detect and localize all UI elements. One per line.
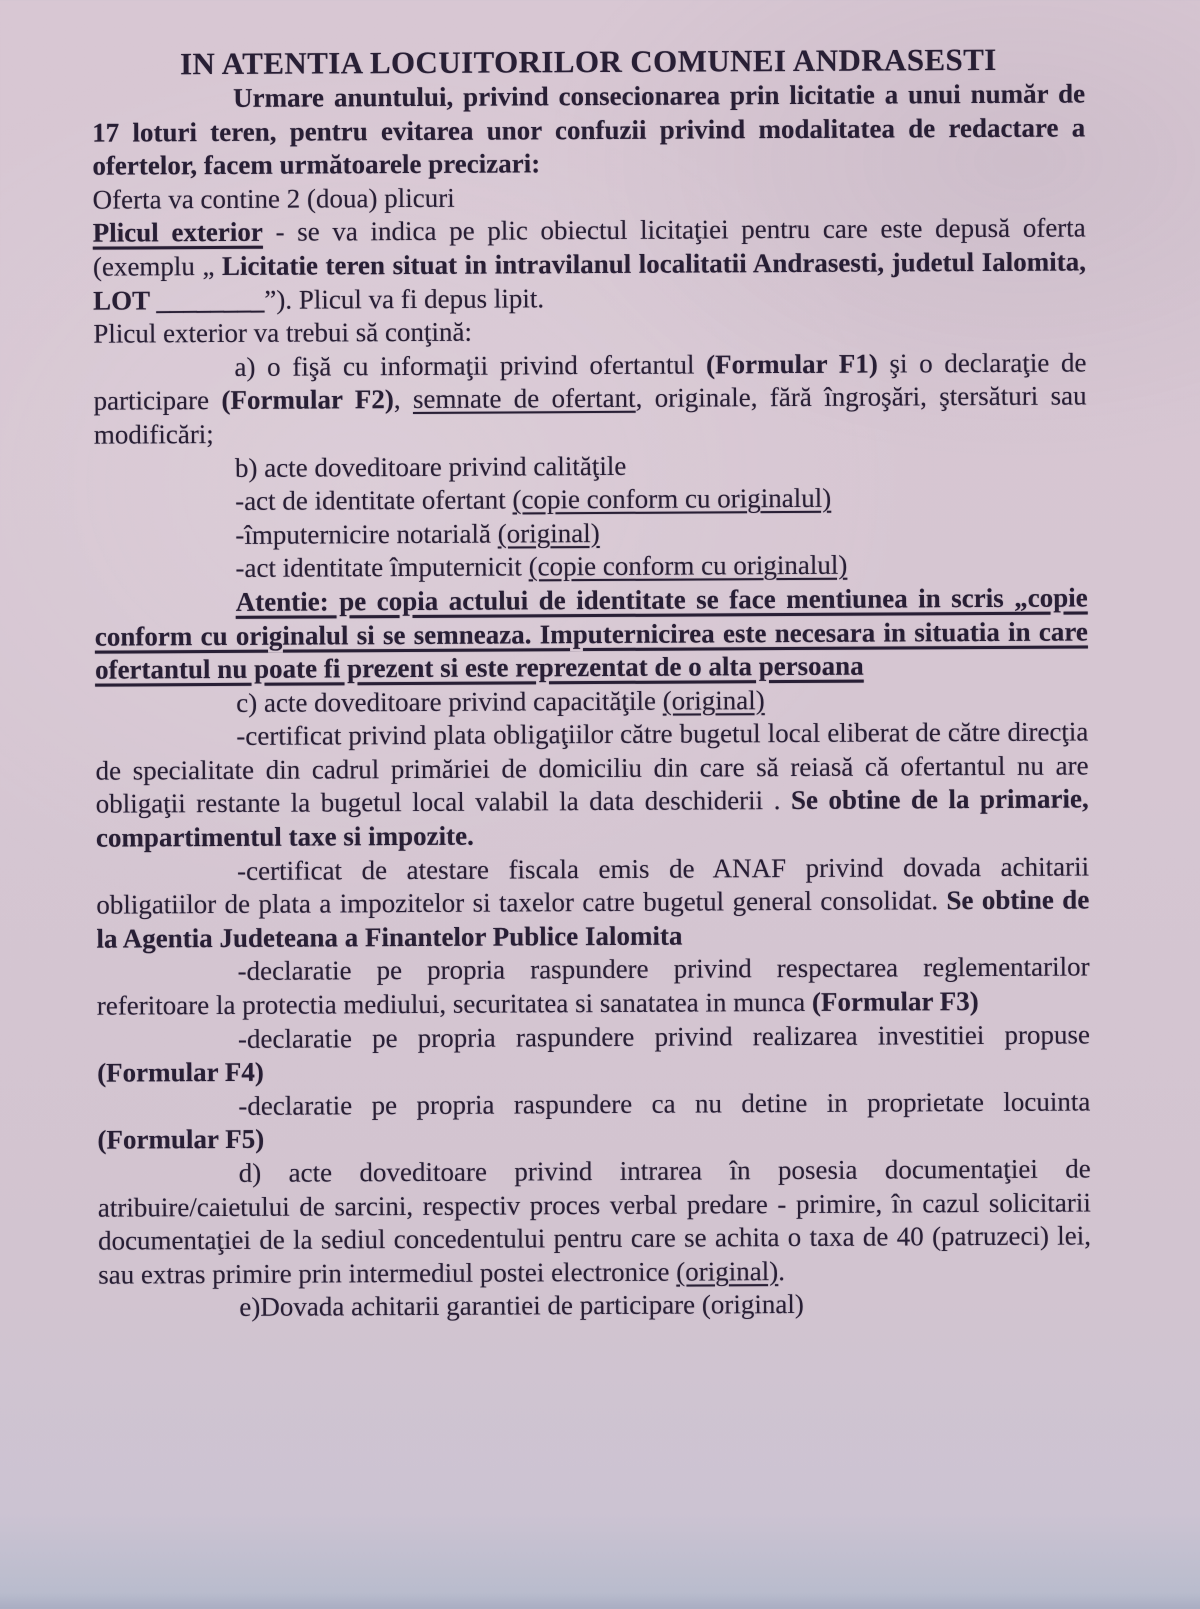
item-a-paragraph: [93, 346, 1087, 452]
local-budget-certificate-text: -certificat privind plata obligaţiilor către bugetul local eliberat de către direcţia de specialitate din cadrul primăriei de domiciliu din care să reiasă că ofertantul nu are obligaţii restante la bugetul local valabil la data deschiderii .: [95, 716, 1089, 820]
offer-count-text: Oferta va contine 2 (doua) plicuri: [92, 182, 455, 215]
outer-envelope-paragraph: [93, 212, 1087, 318]
must-contain-text: Plicul exterior va trebui să conţină:: [93, 316, 472, 349]
declaration-f5-text: -declaratie pe propria raspundere ca nu detine in proprietate locuinta: [238, 1086, 1091, 1121]
item-e-line: [98, 1287, 1091, 1326]
warning-paragraph: [95, 581, 1089, 687]
formular-f2-ref: (Formular F2): [221, 384, 394, 416]
notary-power-original-note: (original): [497, 517, 600, 549]
item-c-text: c) acte doveditoare privind capacităţile: [236, 685, 663, 718]
notary-power-line: [94, 514, 1087, 553]
item-d-period: .: [778, 1255, 786, 1286]
id-offerer-original-note: (copie conform cu originalul): [512, 482, 832, 515]
offer-count-line: [92, 178, 1085, 217]
item-e-text: e)Dovada achitarii garantiei de participare (original): [239, 1289, 804, 1323]
item-d-original-note: (original): [676, 1255, 779, 1287]
outer-envelope-label: Plicul exterior: [92, 217, 263, 249]
anaf-source-note: Se obtine de la Agentia Judeteana a Finantelor Publice Ialomita: [96, 884, 1090, 954]
item-d-paragraph: [98, 1152, 1092, 1292]
item-d-text: d) acte doveditoare privind intrarea în posesia documentaţiei de atribuire/caietului de sarcini, respectiv proces verbal predare - primire, în cazul solicitarii documentaţiei de la sediul concedentului pentru care se achita o taxa de 40 (patruzeci) lei, sau extras primire prin intermediul postei electronice: [97, 1153, 1092, 1290]
id-offerer-line: [94, 481, 1087, 520]
item-c-original-note: (original): [662, 684, 765, 716]
id-offerer-text: -act de identitate ofertant: [235, 484, 513, 517]
id-proxy-text: -act identitate împuternicit: [235, 551, 529, 584]
formular-f5-ref: (Formular F5): [97, 1124, 265, 1156]
item-a-comma: ,: [393, 384, 414, 415]
lot-blank-line: ________: [156, 284, 265, 315]
item-c-line: [95, 682, 1088, 721]
item-a-mid: şi o declaraţie de participare: [93, 347, 1087, 416]
local-budget-certificate-paragraph: [95, 716, 1089, 856]
anaf-certificate-paragraph: [96, 850, 1090, 956]
formular-f3-ref: (Formular F3): [811, 986, 979, 1017]
item-b-text: b) acte doveditoare privind calităţile: [234, 450, 627, 483]
declaration-f3-paragraph: [97, 951, 1090, 1023]
notary-power-text: -împuternicire notarială: [235, 518, 498, 550]
declaration-f4-paragraph: [97, 1018, 1090, 1090]
warning-text: Atentie: pe copia actului de identitate se face mentiunea in scris „copie conform cu originalul si se semneaza. Imputernicirea este necesara in situatia in care ofertantul nu poate fi prezent si este reprezentat de o alta persoana: [94, 582, 1088, 685]
declaration-f3-text: -declaratie pe propria raspundere privind respectarea reglementarilor referitoare la protectia mediului, securitatea si sanatatea in munca: [96, 951, 1090, 1021]
intro-paragraph: [92, 77, 1086, 183]
item-a-tail: , originale, fără îngroşări, ştersături sau modificări;: [93, 380, 1087, 450]
id-proxy-line: [94, 548, 1087, 587]
id-proxy-original-note: (copie conform cu originalul): [528, 550, 848, 582]
outer-envelope-example: Licitatie teren situat in intravilanul localitatii Andrasesti, judetul Ialomita, LOT: [93, 246, 1086, 316]
declaration-f5-paragraph: [97, 1085, 1090, 1157]
declaration-f4-text: -declaratie pe propria raspundere privind realizarea investitiei propuse: [237, 1019, 1091, 1054]
local-budget-source-note: Se obtine de la primarie, compartimentul taxe si impozite.: [95, 783, 1089, 853]
anaf-certificate-text: -certificat de atestare fiscala emis de ANAF privind dovada achitarii obligatiilor de plata a impozitelor si taxelor catre bugetul general consolidat.: [96, 851, 1090, 920]
outer-envelope-tail: ”). Plicul va fi depus lipit.: [264, 282, 545, 315]
intro-text: Urmare anuntului, privind consecionarea prin licitatie a unui număr de 17 loturi teren, pentru evitarea unor confuzii privind modalitatea de redactare a ofertelor, facem următoarele precizari:: [92, 78, 1086, 181]
document-title: IN ATENTIA LOCUITORILOR COMUNEI ANDRASESTI: [179, 41, 997, 82]
item-a-lead: a) o fişă cu informaţii privind ofertantul: [234, 349, 707, 382]
outer-envelope-after-label: - se va indica pe plic obiectul licitaţiei pentru care este depusă oferta (exemplu „: [92, 212, 1086, 282]
must-contain-line: [93, 313, 1086, 352]
item-b-line: [94, 447, 1087, 486]
formular-f4-ref: (Formular F4): [97, 1056, 264, 1088]
formular-f1-ref: (Formular F1): [706, 348, 878, 380]
signed-by-offerer-underline: semnate de ofertant: [412, 383, 636, 415]
